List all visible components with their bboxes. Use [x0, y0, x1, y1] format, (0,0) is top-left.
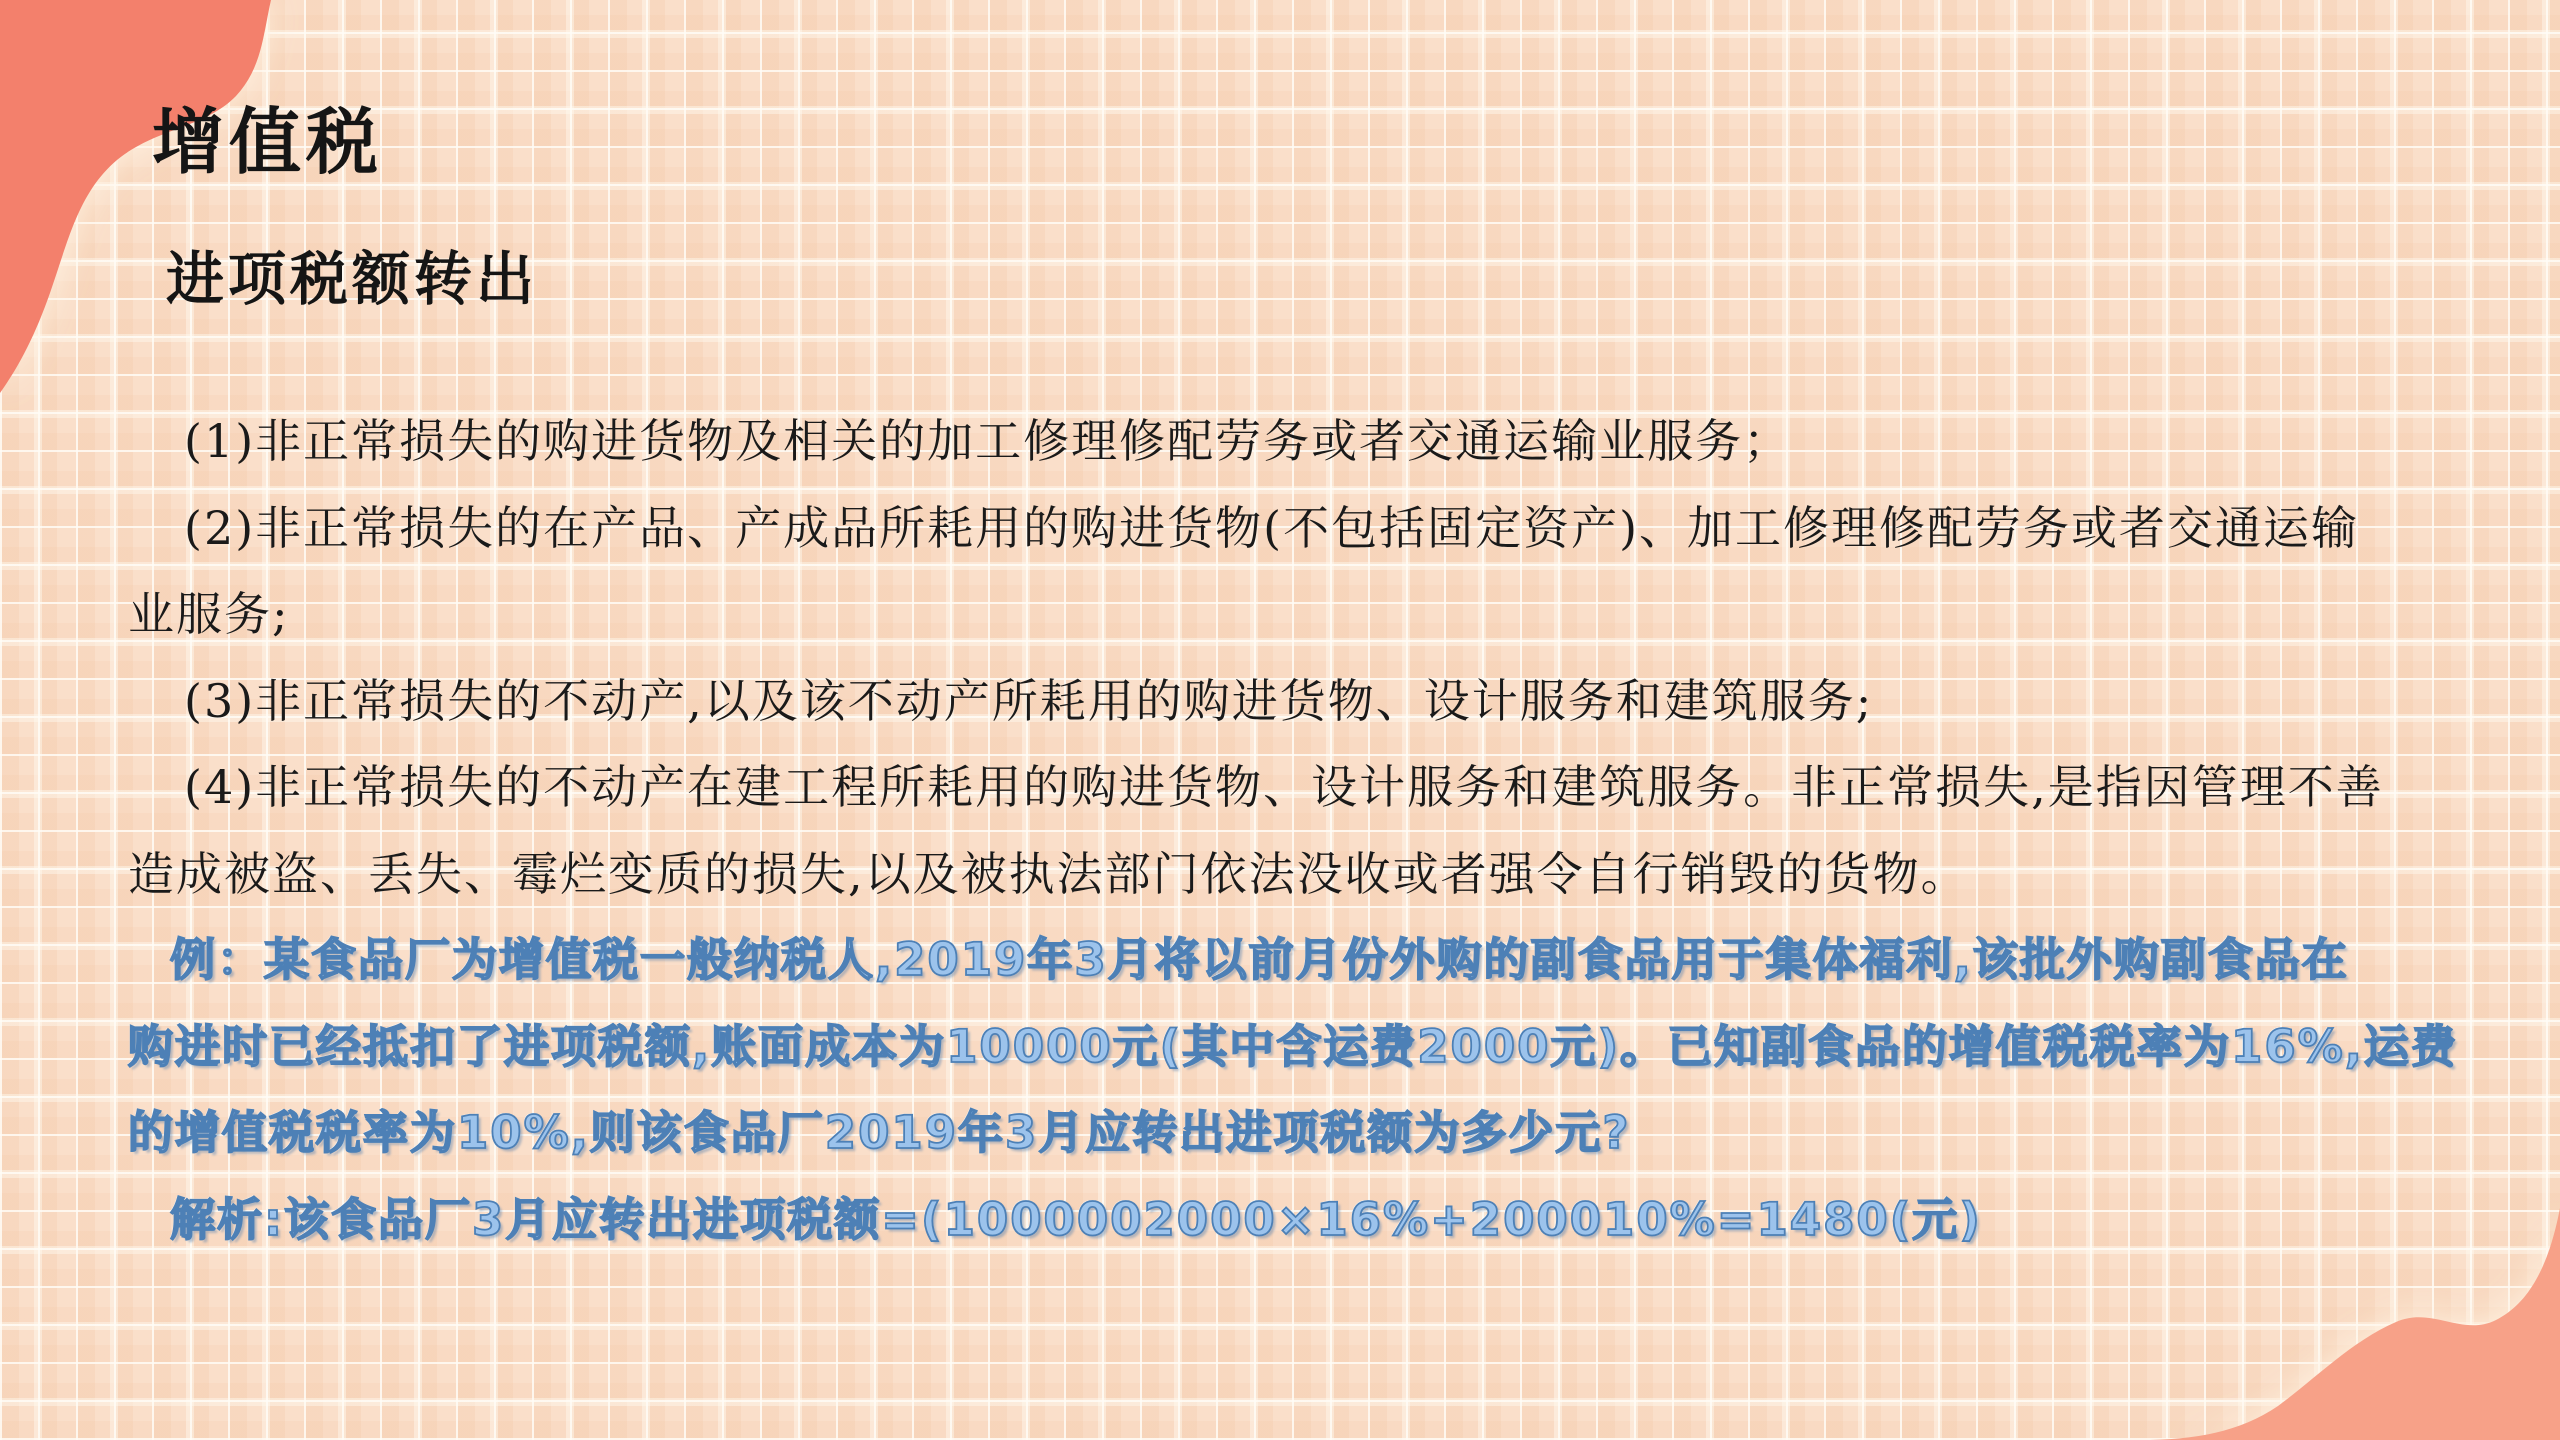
body-text-line: (2)非正常损失的在产品、产成品所耗用的购进货物(不包括固定资产)、加工修理修配劳务或者交通运输: [184, 500, 2360, 555]
page-subtitle: 进项税额转出: [166, 245, 539, 313]
slide-body-text: [128, 398, 2458, 1263]
body-text-line: (4)非正常损失的不动产在建工程所耗用的购进货物、设计服务和建筑服务。非正常损失,是指因管理不善: [184, 760, 2384, 814]
body-text-line: (1)非正常损失的购进货物及相关的加工修理修配劳务或者交通运输业服务；: [184, 414, 1792, 468]
example-text-line: 解析:该食品厂3月应转出进项税额=(1000002000×16%+200010%=1480(元): [170, 1192, 1982, 1246]
example-text-line: 的增值税税率为10%,则该食品厂2019年3月应转出进项税额为多少元?: [128, 1106, 1631, 1159]
body-text-line: 造成被盗、丢失、霉烂变质的损失,以及被执法部门依法没收或者强令自行销毁的货物。: [128, 846, 1969, 901]
example-text-line: 例：某食品厂为增值税一般纳税人,2019年3月将以前月份外购的副食品用于集体福利,该批外购副食品在: [170, 933, 2349, 986]
example-text-line: 购进时已经抵扣了进项税额,账面成本为10000元(其中含运费2000元)。已知副食品的增值税税率为16%,运费: [128, 1019, 2458, 1073]
body-text-line: 业服务;: [128, 587, 290, 641]
page-title: 增值税: [152, 99, 384, 184]
corner-blob-top-left: [0, 0, 300, 400]
body-text-line: (3)非正常损失的不动产,以及该不动产所耗用的购进货物、设计服务和建筑服务;: [184, 673, 1874, 728]
